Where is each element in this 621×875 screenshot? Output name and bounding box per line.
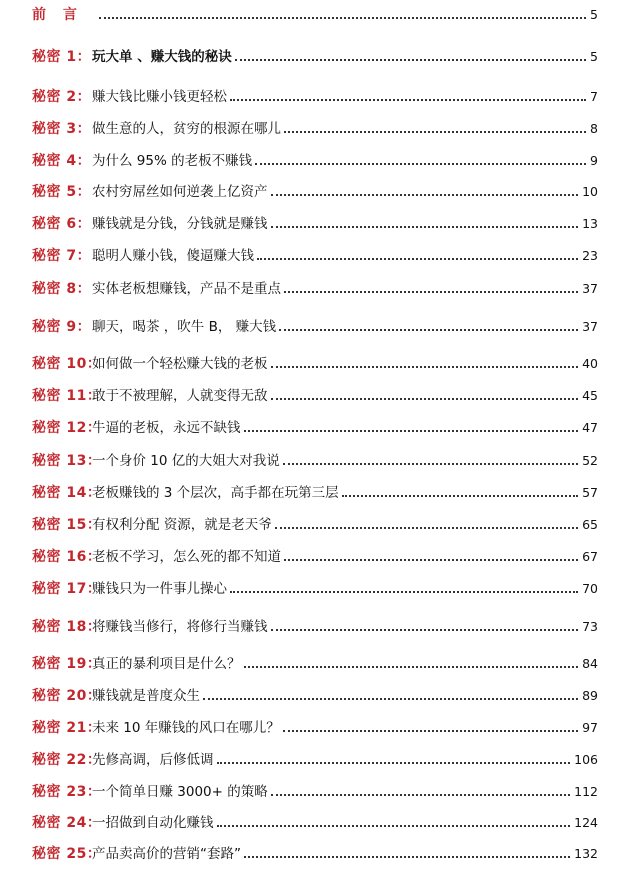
dot-leader [255, 163, 586, 165]
toc-row [32, 614, 598, 636]
toc-page-number: 7 [590, 89, 598, 104]
toc-title: 未来 10 年赚钱的风口在哪儿？ [92, 720, 280, 736]
toc-row [32, 148, 598, 170]
toc-label: 秘密 24： [32, 815, 102, 831]
dot-leader [203, 698, 578, 700]
toc-page-number: 23 [582, 248, 598, 263]
toc-label: 秘密 11： [32, 388, 102, 404]
toc-page-number: 9 [590, 153, 598, 168]
toc-page-number: 10 [582, 184, 598, 199]
toc-page-number: 8 [590, 121, 598, 136]
toc-label: 秘密 8： [32, 281, 92, 297]
toc-label: 秘密 17： [32, 581, 102, 597]
toc-page-number: 84 [582, 656, 598, 671]
toc-title: 实体老板想赚钱，产品不是重点 [92, 281, 281, 297]
dot-leader [283, 463, 578, 465]
dot-leader [271, 366, 579, 368]
dot-leader [271, 794, 570, 796]
toc-title: 将赚钱当修行，将修行当赚钱 [92, 619, 268, 635]
toc-label: 秘密 5： [32, 184, 92, 200]
toc-row-preface [32, 2, 598, 24]
toc-title: 聊天，喝茶 ，吹牛 B， 赚大钱 [92, 319, 277, 335]
toc-page-number: 52 [582, 453, 598, 468]
toc-row [32, 683, 598, 705]
toc-row [32, 179, 598, 201]
toc-row [32, 544, 598, 566]
toc-row [32, 779, 598, 801]
toc-page-number: 13 [582, 216, 598, 231]
toc-label: 秘密 9： [32, 319, 92, 335]
toc-title: 玩大单 、赚大钱的秘诀 [92, 49, 232, 65]
toc-row [32, 84, 598, 106]
toc-page-number: 124 [574, 815, 598, 830]
toc-title: 赚钱就是分钱，分钱就是赚钱 [92, 216, 268, 232]
dot-leader [235, 59, 586, 61]
dot-leader [283, 730, 578, 732]
toc-page-number: 106 [574, 752, 598, 767]
toc-page-number: 89 [582, 688, 598, 703]
toc-row [32, 44, 598, 66]
toc-label: 秘密 19： [32, 656, 102, 672]
toc-title: 如何做一个轻松赚大钱的老板 [92, 356, 268, 372]
toc-title: 一个身价 10 亿的大姐大对我说 [92, 453, 280, 469]
dot-leader [275, 527, 578, 529]
dot-leader [279, 329, 578, 331]
toc-title: 做生意的人，贫穷的根源在哪儿 [92, 121, 281, 137]
toc-row [32, 351, 598, 373]
toc-page-number: 5 [590, 49, 598, 64]
toc-row [32, 448, 598, 470]
toc-row [32, 243, 598, 265]
dot-leader [271, 398, 579, 400]
toc-row [32, 314, 598, 336]
dot-leader [244, 666, 579, 668]
toc-label: 前 言 [32, 7, 83, 23]
toc-row [32, 480, 598, 502]
toc-label: 秘密 23： [32, 784, 102, 800]
toc-label: 秘密 6： [32, 216, 92, 232]
toc-row [32, 116, 598, 138]
toc-title: 一招做到自动化赚钱 [92, 815, 214, 831]
toc-label: 秘密 20： [32, 688, 102, 704]
toc-row [32, 810, 598, 832]
toc-title: 老板不学习，怎么死的都不知道 [92, 549, 281, 565]
toc-row [32, 383, 598, 405]
toc-label: 秘密 21： [32, 720, 102, 736]
toc-title: 为什么 95% 的老板不赚钱 [92, 153, 253, 169]
toc-row [32, 651, 598, 673]
toc-page-number: 112 [574, 784, 598, 799]
toc-title: 有权利分配 资源，就是老天爷 [92, 517, 272, 533]
dot-leader [244, 430, 579, 432]
toc-page-number: 73 [582, 619, 598, 634]
toc-title: 牛逼的老板，永远不缺钱 [92, 420, 241, 436]
dot-leader [99, 17, 586, 19]
toc-title: 敢于不被理解，人就变得无敌 [92, 388, 268, 404]
dot-leader [244, 856, 570, 858]
toc-row [32, 715, 598, 737]
toc-title: 聪明人赚小钱，傻逼赚大钱 [92, 248, 254, 264]
toc-label: 秘密 2： [32, 89, 92, 105]
toc-label: 秘密 15： [32, 517, 102, 533]
toc-page-number: 70 [582, 581, 598, 596]
dot-leader [230, 591, 578, 593]
toc-page-number: 132 [574, 846, 598, 861]
toc-title: 赚钱只为一件事儿操心 [92, 581, 227, 597]
toc-label: 秘密 3： [32, 121, 92, 137]
toc-title: 先修高调，后修低调 [92, 752, 214, 768]
dot-leader [284, 291, 578, 293]
toc-row [32, 576, 598, 598]
toc-page-number: 40 [582, 356, 598, 371]
toc-row [32, 415, 598, 437]
toc-title: 一个简单日赚 3000+ 的策略 [92, 784, 268, 800]
toc-label: 秘密 10： [32, 356, 102, 372]
dot-leader [257, 258, 578, 260]
toc-row [32, 512, 598, 534]
dot-leader [271, 629, 579, 631]
toc-title: 赚钱就是普度众生 [92, 688, 200, 704]
toc-label: 秘密 12： [32, 420, 102, 436]
toc-title: 真正的暴利项目是什么？ [92, 656, 241, 672]
toc-page-number: 97 [582, 720, 598, 735]
toc-page-number: 67 [582, 549, 598, 564]
toc-page-number: 37 [582, 281, 598, 296]
toc-title: 产品卖高价的营销“套路” [92, 846, 241, 862]
toc-label: 秘密 1： [32, 49, 92, 65]
toc-title: 赚大钱比赚小钱更轻松 [92, 89, 227, 105]
toc-label: 秘密 13： [32, 453, 102, 469]
toc-label: 秘密 16： [32, 549, 102, 565]
toc-row [32, 276, 598, 298]
dot-leader [271, 194, 579, 196]
toc-label: 秘密 4： [32, 153, 92, 169]
toc-row [32, 211, 598, 233]
toc-label: 秘密 25： [32, 846, 102, 862]
toc-title: 农村穷屌丝如何逆袭上亿资产 [92, 184, 268, 200]
toc-page-number: 47 [582, 420, 598, 435]
toc-page-number: 37 [582, 319, 598, 334]
toc-page-number: 65 [582, 517, 598, 532]
dot-leader [217, 762, 571, 764]
dot-leader [217, 825, 571, 827]
dot-leader [284, 559, 578, 561]
toc-label: 秘密 7： [32, 248, 92, 264]
dot-leader [284, 131, 586, 133]
toc-row [32, 841, 598, 863]
dot-leader [342, 495, 578, 497]
dot-leader [230, 99, 586, 101]
dot-leader [271, 226, 579, 228]
toc-page-number: 5 [590, 7, 598, 22]
toc-label: 秘密 22： [32, 752, 102, 768]
toc-page-number: 45 [582, 388, 598, 403]
toc-label: 秘密 14： [32, 485, 102, 501]
toc-row [32, 747, 598, 769]
toc-page-number: 57 [582, 485, 598, 500]
toc-title: 老板赚钱的 3 个层次，高手都在玩第三层 [92, 485, 339, 501]
toc-label: 秘密 18： [32, 619, 102, 635]
